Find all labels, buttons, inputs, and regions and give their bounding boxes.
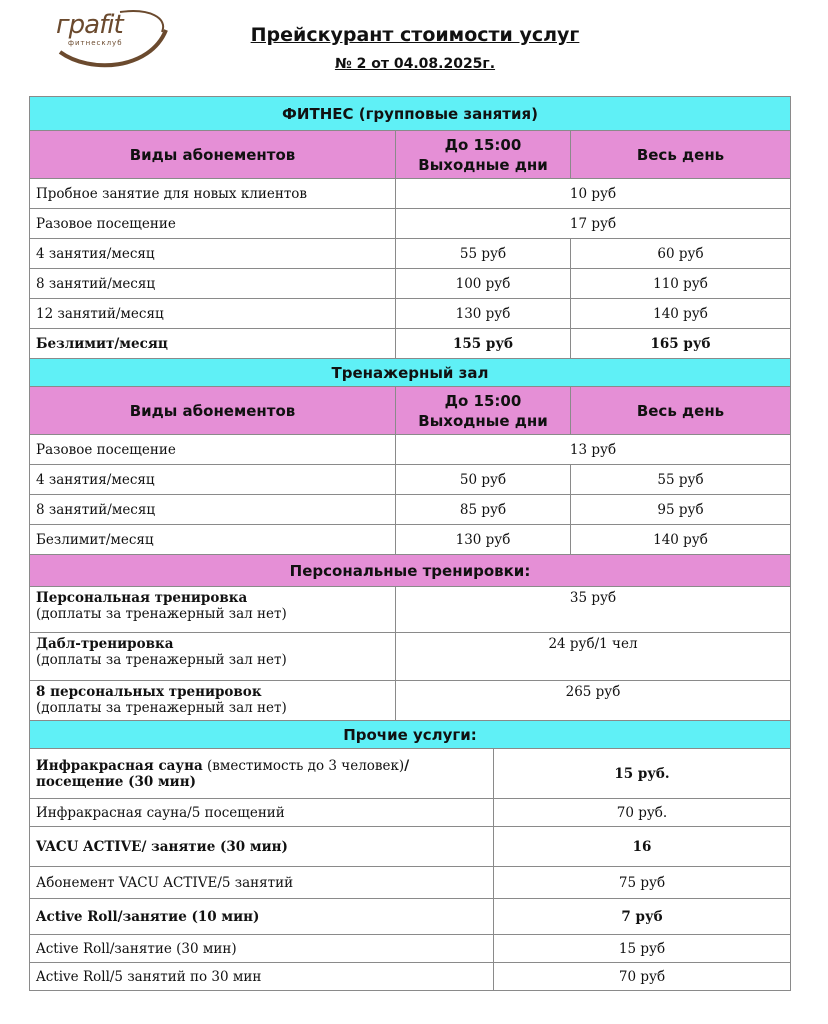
- row-label: Active Roll/5 занятий по 30 мин: [30, 963, 494, 991]
- row-label: [30, 633, 396, 681]
- column-header-until-15: [396, 131, 571, 179]
- table-row: [30, 329, 791, 359]
- table-row: [30, 299, 791, 329]
- row-label: [30, 587, 396, 633]
- price-table-main: [29, 96, 791, 723]
- section-header-other: [30, 721, 791, 749]
- row-price-until-15: 55 руб: [396, 239, 571, 269]
- table-row: [30, 465, 791, 495]
- row-label: Безлимит/месяц: [30, 525, 396, 555]
- row-price-until-15: 100 руб: [396, 269, 571, 299]
- row-price: 35 руб: [396, 587, 791, 633]
- row-label: [30, 749, 494, 799]
- row-price: 10 руб: [396, 179, 791, 209]
- row-price: 13 руб: [396, 435, 791, 465]
- header-line: Выходные дни: [418, 155, 548, 174]
- table-row: [30, 867, 791, 899]
- row-price: 15 руб: [494, 935, 791, 963]
- row-label: 12 занятий/месяц: [30, 299, 396, 329]
- logo-text: граfit: [56, 10, 123, 40]
- row-price-all-day: 95 руб: [571, 495, 791, 525]
- row-label: Active Roll/занятие (30 мин): [30, 935, 494, 963]
- row-price: 7 руб: [494, 899, 791, 935]
- section-title: Тренажерный зал: [30, 359, 791, 387]
- row-price-all-day: 165 руб: [571, 329, 791, 359]
- table-row: [30, 179, 791, 209]
- service-name: Инфракрасная сауна: [36, 757, 203, 774]
- table-row: [30, 681, 791, 723]
- row-label: Безлимит/месяц: [30, 329, 396, 359]
- table-row: [30, 525, 791, 555]
- row-label: 4 занятия/месяц: [30, 465, 396, 495]
- row-price-until-15: 50 руб: [396, 465, 571, 495]
- row-price-until-15: 155 руб: [396, 329, 571, 359]
- service-unit: /посещение (30 мин): [36, 757, 410, 790]
- column-header-type: Виды абонементов: [30, 131, 396, 179]
- column-header-all-day: Весь день: [571, 387, 791, 435]
- table-row: [30, 269, 791, 299]
- row-label: Инфракрасная сауна/5 посещений: [30, 799, 494, 827]
- row-price: 70 руб.: [494, 799, 791, 827]
- row-label: [30, 681, 396, 723]
- section-title: Персональные тренировки:: [30, 555, 791, 587]
- service-name: Персональная тренировка: [36, 590, 248, 606]
- row-price: 24 руб/1 чел: [396, 633, 791, 681]
- column-header-all-day: Весь день: [571, 131, 791, 179]
- row-label: Пробное занятие для новых клиентов: [30, 179, 396, 209]
- row-price-all-day: 55 руб: [571, 465, 791, 495]
- row-label: Разовое посещение: [30, 435, 396, 465]
- table-row: [30, 963, 791, 991]
- row-price: 265 руб: [396, 681, 791, 723]
- section-title: Прочие услуги:: [30, 721, 791, 749]
- service-note: (вместимость до 3 человек): [202, 757, 405, 774]
- table-row: [30, 209, 791, 239]
- row-price-until-15: 85 руб: [396, 495, 571, 525]
- logo-subtext: фитнесклуб: [68, 39, 123, 47]
- row-price-all-day: 110 руб: [571, 269, 791, 299]
- row-price-until-15: 130 руб: [396, 525, 571, 555]
- row-price-until-15: 130 руб: [396, 299, 571, 329]
- service-note: (доплаты за тренажерный зал нет): [36, 606, 287, 622]
- service-note: (доплаты за тренажерный зал нет): [36, 652, 287, 668]
- column-header-until-15: [396, 387, 571, 435]
- row-label: VACU ACTIVE/ занятие (30 мин): [30, 827, 494, 867]
- column-header-type: Виды абонементов: [30, 387, 396, 435]
- table-header-row: [30, 131, 791, 179]
- service-name: 8 персональных тренировок: [36, 684, 262, 700]
- header-line: Выходные дни: [418, 411, 548, 430]
- table-row: [30, 239, 791, 269]
- row-label: Active Roll/занятие (10 мин): [30, 899, 494, 935]
- row-price: 70 руб: [494, 963, 791, 991]
- section-header-gym: [30, 359, 791, 387]
- table-header-row: [30, 387, 791, 435]
- row-price-all-day: 140 руб: [571, 525, 791, 555]
- brand-logo: [50, 8, 170, 70]
- row-label: 4 занятия/месяц: [30, 239, 396, 269]
- section-header-fitness: [30, 97, 791, 131]
- row-price-all-day: 60 руб: [571, 239, 791, 269]
- row-label: 8 занятий/месяц: [30, 495, 396, 525]
- row-price: 17 руб: [396, 209, 791, 239]
- row-price: 16: [494, 827, 791, 867]
- page-title: Прейскурант стоимости услуг: [250, 24, 580, 46]
- service-note: (доплаты за тренажерный зал нет): [36, 700, 287, 716]
- table-row: [30, 495, 791, 525]
- table-row: [30, 435, 791, 465]
- price-table-other: [29, 720, 791, 991]
- table-row: [30, 633, 791, 681]
- row-label: Абонемент VACU ACTIVE/5 занятий: [30, 867, 494, 899]
- header-line: До 15:00: [444, 391, 522, 410]
- header-line: До 15:00: [444, 135, 522, 154]
- row-price: 15 руб.: [494, 749, 791, 799]
- row-label: Разовое посещение: [30, 209, 396, 239]
- table-row: [30, 749, 791, 799]
- document-number: № 2 от 04.08.2025г.: [334, 56, 496, 72]
- table-row: [30, 935, 791, 963]
- section-header-personal: [30, 555, 791, 587]
- row-price-all-day: 140 руб: [571, 299, 791, 329]
- table-row: [30, 587, 791, 633]
- service-name: Дабл-тренировка: [36, 636, 174, 652]
- table-row: [30, 827, 791, 867]
- table-row: [30, 799, 791, 827]
- section-title: ФИТНЕС (групповые занятия): [30, 97, 791, 131]
- table-row: [30, 899, 791, 935]
- row-label: 8 занятий/месяц: [30, 269, 396, 299]
- row-price: 75 руб: [494, 867, 791, 899]
